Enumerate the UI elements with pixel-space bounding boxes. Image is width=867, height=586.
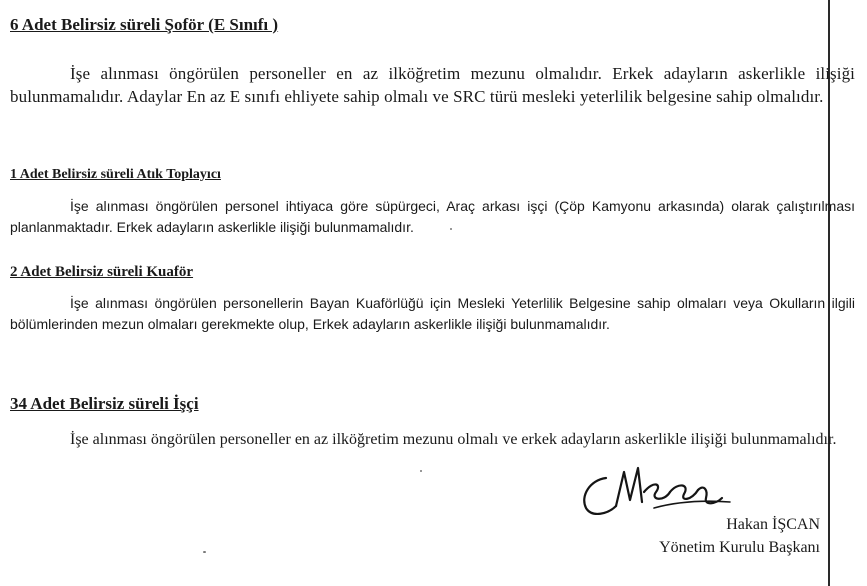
section-paragraph: İşe alınması öngörülen personel ihtiyaca göre süpürgeci, Araç arkası işçi (Çöp Kamyonu arkasında) olarak çalıştırılması planlanmaktadır. Erkek adayların askerlikle ilişiği bulunmamalıdır. (10, 198, 855, 235)
section-sofor (10, 14, 855, 108)
section-atik-toplayici (10, 166, 855, 238)
section-heading: 2 Adet Belirsiz süreli Kuaför (10, 264, 194, 280)
section-paragraph: İşe alınması öngörülen personellerin Bayan Kuaförlüğü için Mesleki Yeterlilik Belgesine sahip olmaları veya Okulların ilgili bölümlerinden mezun olmaları gerekmekte olup, Erkek adayların askerlikle ilişiği bulunmamalıdır. (10, 295, 855, 332)
section-heading: 1 Adet Belirsiz süreli Atık Toplayıcı (10, 167, 221, 182)
scan-speck (203, 551, 206, 553)
section-isci (10, 393, 855, 451)
signer-title: Yönetim Kurulu Başkanı (659, 539, 820, 556)
section-paragraph: İşe alınması öngörülen personeller en az ilköğretim mezunu olmalıdır. Erkek adayların askerlikle ilişiği bulunmamalıdır. Adaylar En az E sınıfı ehliyete sahip olmalı ve SRC türü mesleki yeterlilik belgesine sahip olmalıdır. (10, 64, 855, 106)
section-heading: 6 Adet Belirsiz süreli Şoför (E Sınıfı ) (10, 15, 279, 34)
scan-speck (450, 228, 452, 230)
scan-speck (420, 470, 422, 472)
section-paragraph: İşe alınması öngörülen personeller en az ilköğretim mezunu olmalı ve erkek adayların askerlikle ilişiği bulunmamalıdır. (70, 431, 837, 448)
section-heading: 34 Adet Belirsiz süreli İşçi (10, 394, 199, 413)
section-kuafor (10, 263, 855, 335)
signer-name: Hakan İŞCAN (726, 516, 820, 533)
